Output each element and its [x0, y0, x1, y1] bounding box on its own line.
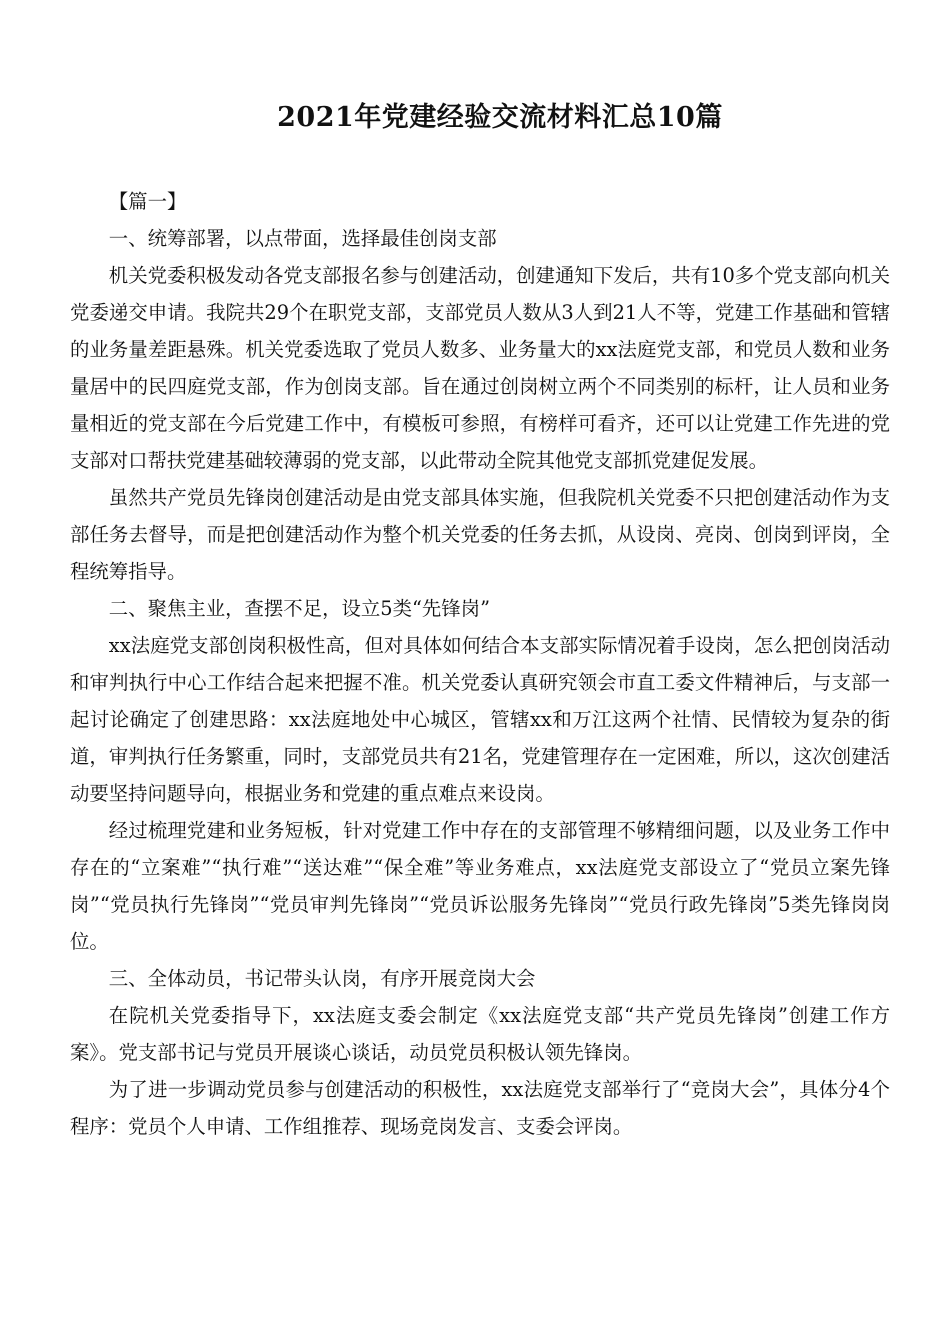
section-label: 【篇一】 [108, 190, 187, 213]
document-title: 2021年党建经验交流材料汇总10篇 [277, 102, 723, 133]
paragraph: 经过梳理党建和业务短板，针对党建工作中存在的支部管理不够精细问题，以及业务工作中存在的“立案难”“执行难”“送达难”“保全难”等业务难点，xx法庭党支部设立了“党员立案先锋岗”“党员执行先锋岗”“党员审判先锋岗”“党员诉讼服务先锋岗”“党员行政先锋岗”5类先锋岗岗位。 [70, 819, 890, 953]
heading-2: 二、聚焦主业，查摆不足，设立5类“先锋岗” [108, 597, 490, 620]
heading-3: 三、全体动员，书记带头认岗，有序开展竞岗大会 [108, 967, 536, 990]
document-body [70, 183, 890, 1145]
heading-1: 一、统筹部署，以点带面，选择最佳创岗支部 [108, 227, 497, 250]
paragraph: 在院机关党委指导下，xx法庭支委会制定《xx法庭党支部“共产党员先锋岗”创建工作方案》。党支部书记与党员开展谈心谈话，动员党员积极认领先锋岗。 [70, 1004, 890, 1064]
paragraph: 为了进一步调动党员参与创建活动的积极性，xx法庭党支部举行了“竞岗大会”，具体分4个程序：党员个人申请、工作组推荐、现场竞岗发言、支委会评岗。 [70, 1078, 890, 1138]
paragraph: xx法庭党支部创岗积极性高，但对具体如何结合本支部实际情况着手设岗，怎么把创岗活动和审判执行中心工作结合起来把握不准。机关党委认真研究领会市直工委文件精神后，与支部一起讨论确定了创建思路：xx法庭地处中心城区，管辖xx和万江这两个社情、民情较为复杂的街道，审判执行任务繁重，同时，支部党员共有21名，党建管理存在一定困难，所以，这次创建活动要坚持问题导向，根据业务和党建的重点难点来设岗。 [70, 634, 890, 805]
paragraph: 机关党委积极发动各党支部报名参与创建活动，创建通知下发后，共有10多个党支部向机关党委递交申请。我院共29个在职党支部，支部党员人数从3人到21人不等，党建工作基础和管辖的业务量差距悬殊。机关党委选取了党员人数多、业务量大的xx法庭党支部，和党员人数和业务量居中的民四庭党支部，作为创岗支部。旨在通过创岗树立两个不同类别的标杆，让人员和业务量相近的党支部在今后党建工作中，有模板可参照，有榜样可看齐，还可以让党建工作先进的党支部对口帮扶党建基础较薄弱的党支部，以此带动全院其他党支部抓党建促发展。 [70, 264, 890, 472]
paragraph: 虽然共产党员先锋岗创建活动是由党支部具体实施，但我院机关党委不只把创建活动作为支部任务去督导，而是把创建活动作为整个机关党委的任务去抓，从设岗、亮岗、创岗到评岗，全程统筹指导。 [70, 486, 890, 583]
